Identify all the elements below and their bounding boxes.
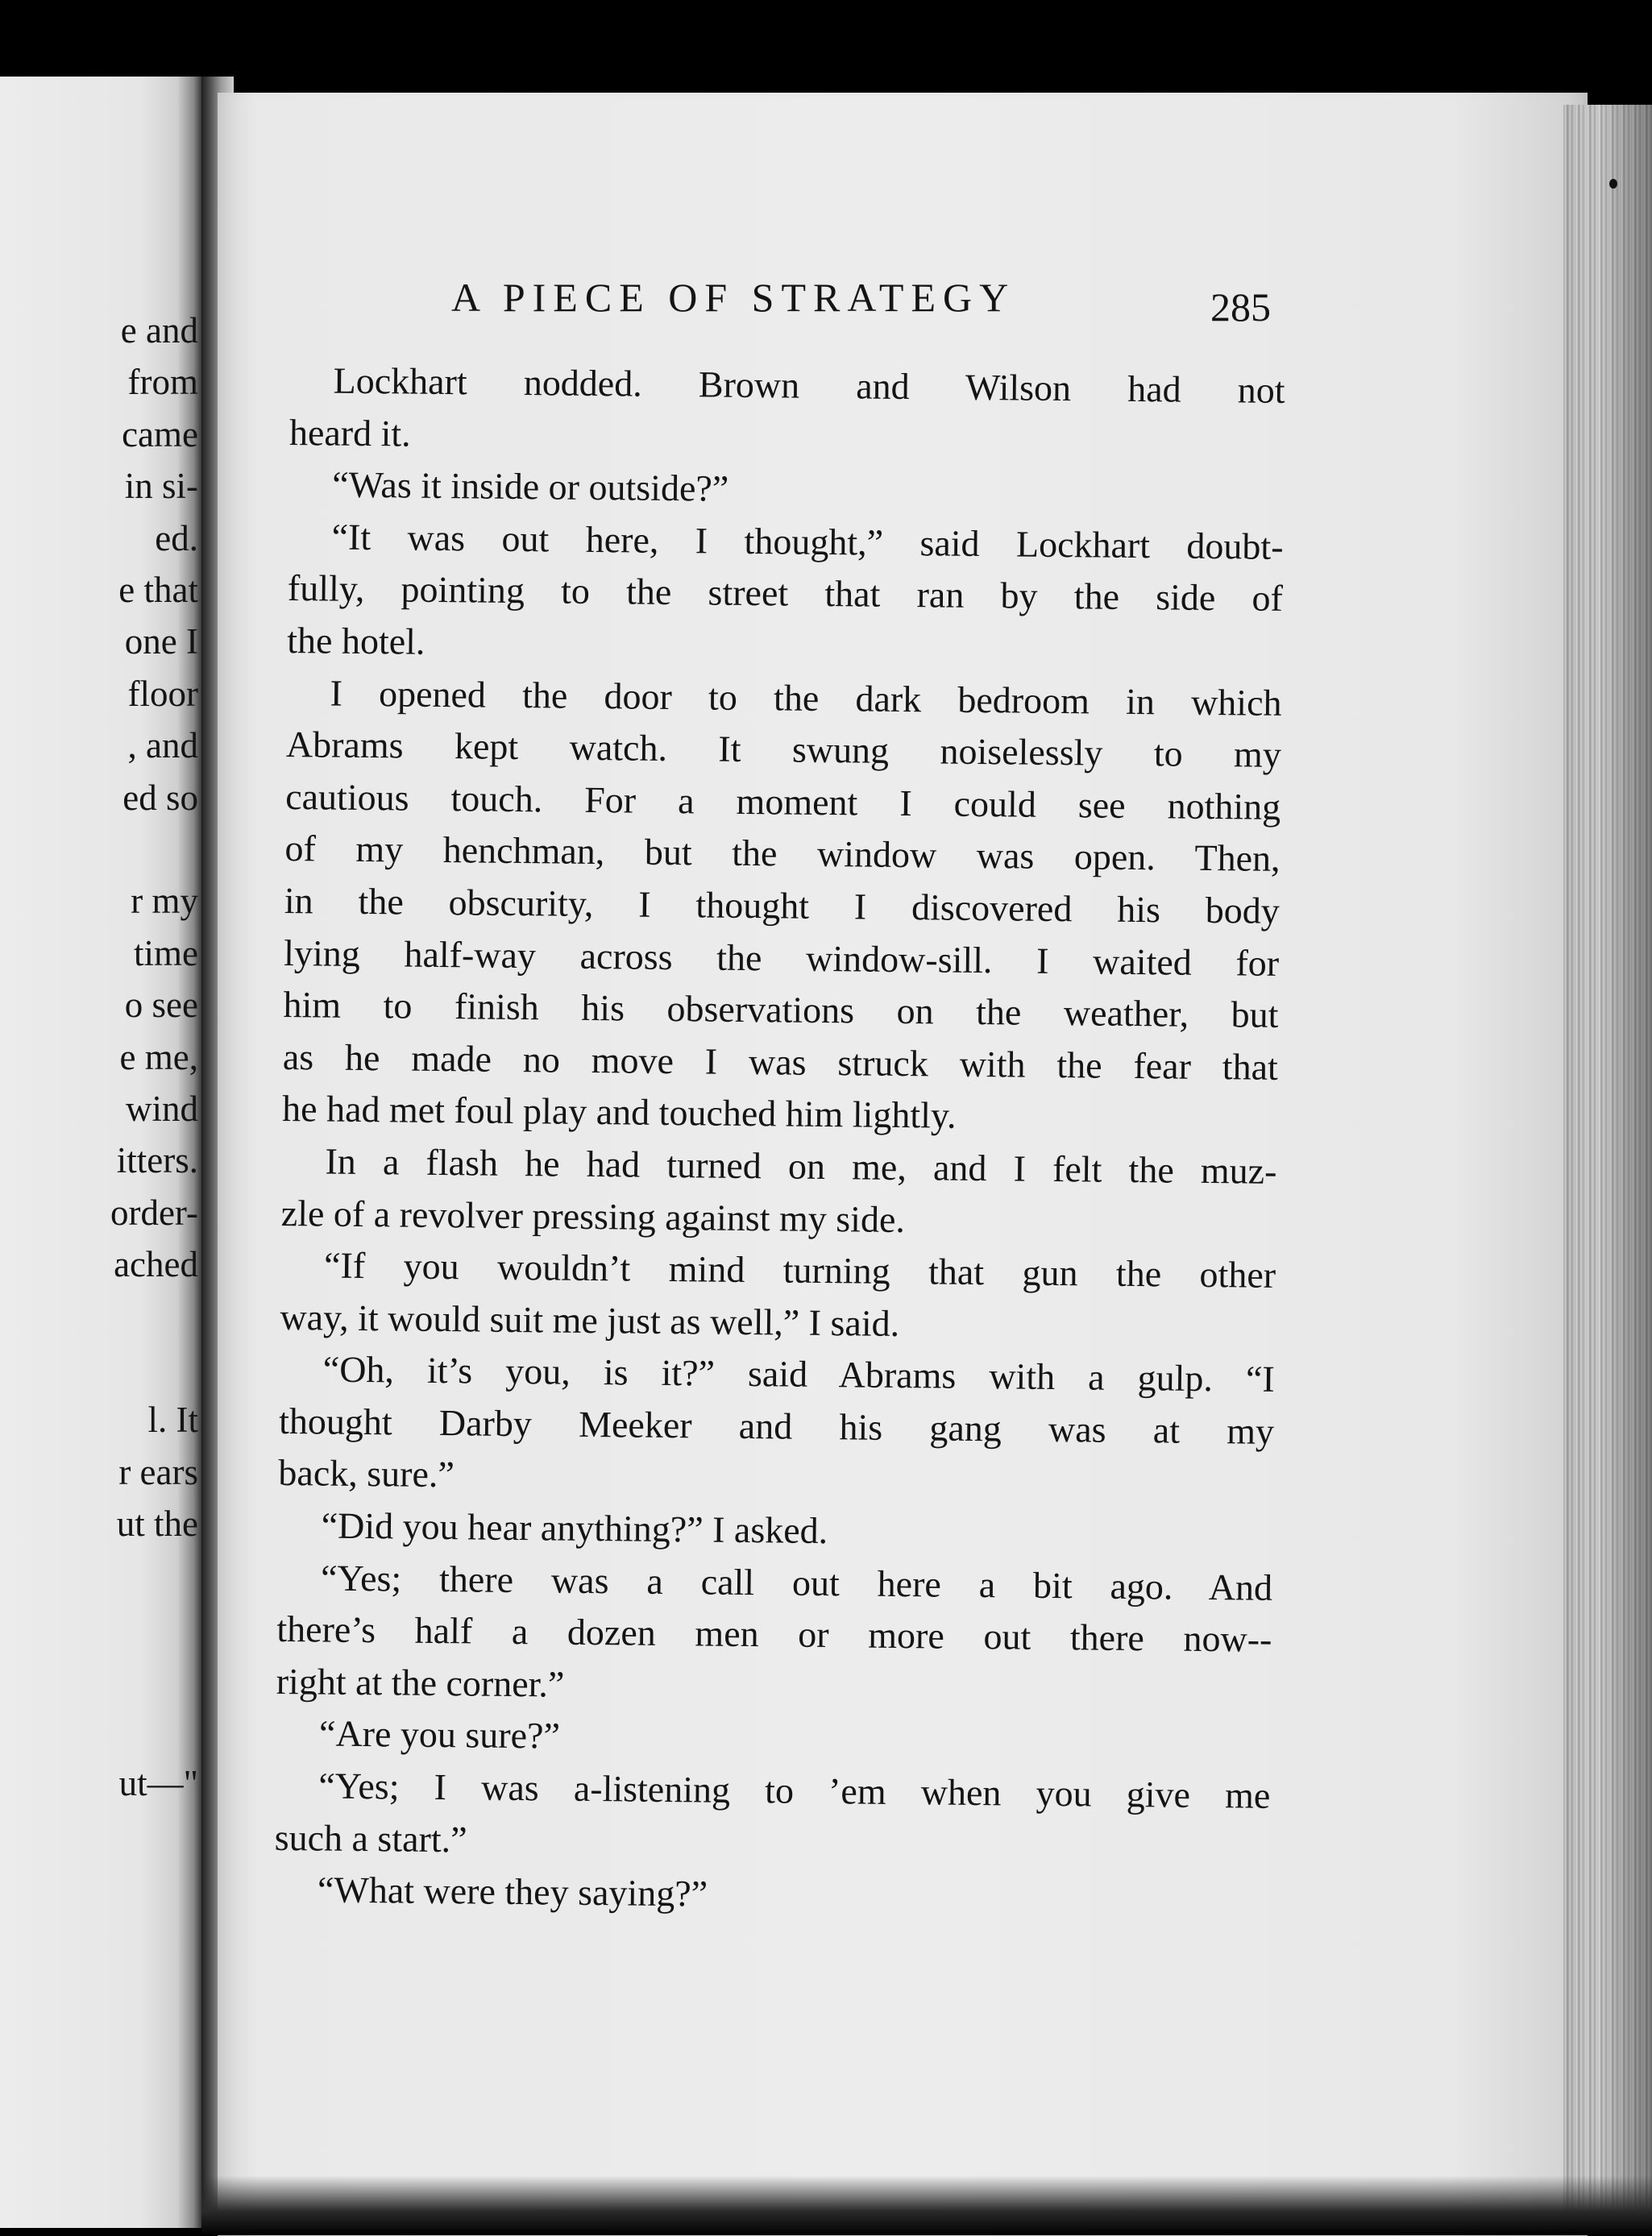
text-line: back, sure.” [278, 1452, 455, 1496]
text-line: lying half-way across the window-sill. I waited for [283, 931, 1280, 984]
text-line: there’s half a dozen men or more out there now-- [276, 1608, 1272, 1661]
text-line: zle of a revolver pressing against my side. [280, 1192, 906, 1240]
text-line: Lockhart nodded. Brown and Wilson had not [333, 359, 1285, 411]
left-page-fragment: l. It [147, 1400, 198, 1441]
text-line: “Did you hear anything?” I asked. [321, 1504, 828, 1552]
text-line: him to finish his observations on the weather, but [283, 984, 1279, 1036]
text-line: “Are you sure?” [318, 1712, 561, 1757]
text-line: the hotel. [287, 619, 425, 662]
dust-speck [1609, 179, 1617, 189]
left-page-fragment: ached [114, 1244, 198, 1285]
left-page-fragment: e that [118, 570, 198, 610]
left-page-fragment: ed. [155, 517, 198, 558]
page-edges-shadow [1563, 105, 1652, 2235]
page-number: 285 [1210, 284, 1271, 330]
left-page-fragment: e me, [119, 1036, 198, 1077]
text-line: I opened the door to the dark bedroom in which [330, 672, 1282, 724]
text-line: thought Darby Meeker and his gang was at my [278, 1400, 1275, 1452]
text-line: as he made no move I was struck with the fear that [282, 1035, 1279, 1088]
left-page-fragment: time [134, 932, 198, 973]
left-page-fragment: wind [126, 1089, 198, 1129]
left-page-fragment: itters. [116, 1140, 198, 1181]
text-line: of my henchman, but the window was open. Then, [284, 828, 1281, 880]
left-page-fragment: ut the [116, 1504, 198, 1545]
left-page-fragment: r my [131, 881, 198, 922]
body-text [274, 355, 1285, 1927]
text-line: cautious touch. For a moment I could see nothing [284, 775, 1281, 828]
text-line: “Yes; I was a-listening to ’em when you give me [318, 1765, 1271, 1816]
text-line: “Was it inside or outside?” [332, 463, 729, 509]
left-page-fragment: order- [110, 1192, 198, 1233]
left-page-fragment: ed so [122, 777, 198, 818]
left-page [0, 77, 201, 2228]
text-line: in the obscurity, I thought I discovered his body [284, 879, 1281, 931]
text-line: fully, pointing to the street that ran by the side of [287, 567, 1284, 620]
text-line: “It was out here, I thought,” said Lockhart doubt- [331, 516, 1284, 567]
text-line: “What were they saying?” [317, 1869, 708, 1914]
left-page-fragment: e and [120, 310, 198, 351]
left-page-fragment: one I [124, 621, 198, 662]
text-line: “Yes; there was a call out here a bit ago. And [320, 1557, 1273, 1608]
text-line: heard it. [288, 411, 411, 454]
left-page-fragment: ut—" [118, 1763, 198, 1804]
running-head: A PIECE OF STRATEGY [451, 275, 1016, 320]
text-line: way, it would suit me just as well,” I said. [280, 1296, 900, 1344]
text-line: he had met foul play and touched him lightly. [281, 1088, 957, 1137]
text-line: right at the corner.” [276, 1660, 565, 1705]
text-line: In a flash he had turned on me, and I felt the muz- [325, 1140, 1277, 1192]
left-page-fragment: in si- [124, 466, 198, 507]
left-page-fragment: o see [124, 985, 198, 1026]
left-page-fragment: came [122, 413, 198, 454]
text-line: Abrams kept watch. It swung noiselessly to my [285, 724, 1282, 776]
bottom-shadow [201, 2176, 1652, 2235]
text-line: “If you wouldn’t mind turning that gun the other [323, 1244, 1276, 1296]
left-page-fragment: from [127, 362, 198, 403]
left-page-fragment: r ears [118, 1451, 198, 1492]
text-line: “Oh, it’s you, is it?” said Abrams with a gulp. “I [322, 1348, 1276, 1400]
left-page-fragment: floor [127, 673, 198, 714]
left-page-fragment: , and [127, 725, 198, 766]
text-line: such a start.” [274, 1816, 467, 1861]
